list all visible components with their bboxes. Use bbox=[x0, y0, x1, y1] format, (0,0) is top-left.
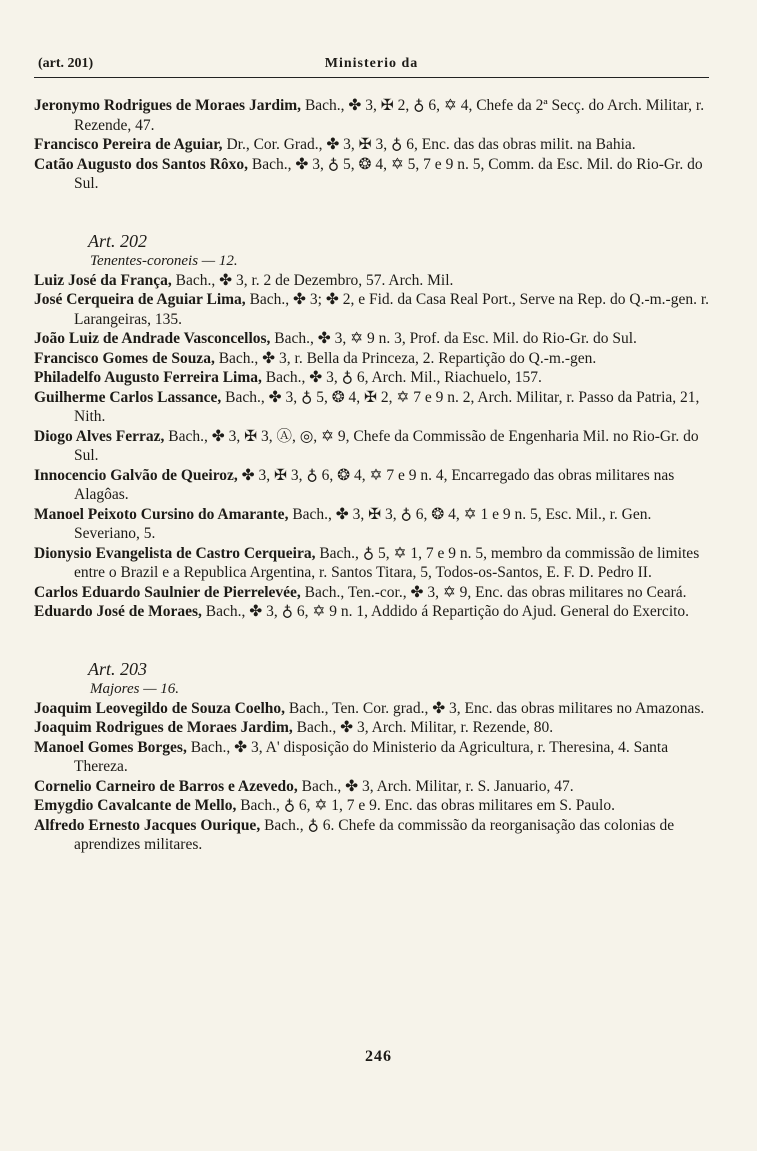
entry-details: Bach., ✤ 3, ♁ 6, Arch. Mil., Riachuelo, 157. bbox=[261, 369, 542, 386]
list-item bbox=[34, 466, 711, 505]
person-name: Diogo Alves Ferraz, bbox=[34, 427, 165, 445]
entry-details: Bach., Ten. Cor. grad., ✤ 3, Enc. das obras militares no Amazonas. bbox=[285, 699, 705, 717]
entry-details: Bach., ✤ 3; ✤ 2, e Fid. da Casa Real Port., Serve na Rep. do Q.-m.-gen. r. Larangeiras, 135. bbox=[74, 291, 710, 328]
list-item bbox=[34, 816, 711, 855]
list-item bbox=[34, 329, 711, 349]
person-name: Emygdio Cavalcante de Mello, bbox=[34, 797, 237, 814]
header-title: Ministerio da bbox=[324, 56, 419, 71]
entry-details: Bach., ♁ 6, ✡ 1, 7 e 9. Enc. das obras militares em S. Paulo. bbox=[236, 797, 615, 814]
entry-details: Bach., ✤ 3, ♁ 5, ❂ 4, ✡ 5, 7 e 9 n. 5, Comm. da Esc. Mil. do Rio-Gr. do Sul. bbox=[74, 155, 703, 192]
list-item bbox=[34, 349, 711, 369]
person-name: Dionysio Evangelista de Castro Cerqueira, bbox=[34, 544, 316, 562]
list-item bbox=[34, 583, 711, 603]
page-body bbox=[34, 96, 711, 855]
entry-details: Bach., ♁ 6. Chefe da commissão da reorganisação das colonias de aprendizes militares. bbox=[74, 816, 675, 853]
section-title: Art. 203 bbox=[88, 658, 148, 679]
art201-entries bbox=[34, 96, 711, 194]
entry-details: Bach., ✤ 3, ♁ 5, ❂ 4, ✠ 2, ✡ 7 e 9 n. 2, Arch. Militar, r. Passo da Patria, 21, Nith. bbox=[74, 388, 700, 425]
person-name: João Luiz de Andrade Vasconcellos, bbox=[34, 330, 271, 347]
person-name: Joaquim Rodrigues de Moraes Jardim, bbox=[34, 719, 293, 736]
section-title: Art. 202 bbox=[88, 230, 148, 251]
art202-section bbox=[34, 230, 711, 622]
person-name: Eduardo José de Moraes, bbox=[34, 603, 202, 620]
person-name: Innocencio Galvão de Queiroz, bbox=[34, 466, 238, 484]
list-item bbox=[34, 135, 711, 155]
person-name: Cornelio Carneiro de Barros e Azevedo, bbox=[34, 777, 298, 795]
list-item bbox=[34, 427, 711, 466]
list-item bbox=[34, 796, 711, 816]
entry-details: Bach., ✤ 3, ✠ 3, Ⓐ, ◎, ✡ 9, Chefe da Commissão de Engenharia Mil. no Rio-Gr. do Sul. bbox=[74, 427, 699, 464]
person-name: Catão Augusto dos Santos Rôxo, bbox=[34, 155, 249, 173]
person-name: Carlos Eduardo Saulnier de Pierrelevée, bbox=[34, 583, 301, 601]
list-item bbox=[34, 718, 711, 738]
entry-details: Bach., Ten.-cor., ✤ 3, ✡ 9, Enc. das obras militares no Ceará. bbox=[300, 583, 687, 601]
entry-details: Bach., ✤ 3, Arch. Militar, r. S. Januario, 47. bbox=[297, 777, 574, 795]
page-number: 246 bbox=[365, 1048, 392, 1065]
list-item bbox=[34, 290, 711, 329]
list-item bbox=[34, 368, 711, 388]
person-name: Joaquim Leovegildo de Souza Coelho, bbox=[34, 699, 286, 717]
entry-details: Bach., ✤ 3, ♁ 6, ✡ 9 n. 1, Addido á Repartição do Ajud. General do Exercito. bbox=[201, 603, 690, 620]
person-name: Alfredo Ernesto Jacques Ourique, bbox=[34, 816, 261, 834]
list-item bbox=[34, 271, 711, 291]
person-name: José Cerqueira de Aguiar Lima, bbox=[34, 291, 246, 308]
entry-details: Bach., ✤ 3, ✠ 2, ♁ 6, ✡ 4, Chefe da 2ª Secç. do Arch. Militar, r. Rezende, 47. bbox=[74, 97, 705, 134]
list-item bbox=[34, 602, 711, 622]
header-article-ref: (art. 201) bbox=[38, 56, 94, 71]
person-name: Francisco Pereira de Aguiar, bbox=[34, 136, 223, 153]
list-item bbox=[34, 96, 711, 135]
entry-details: Bach., ✤ 3, r. Bella da Princeza, 2. Repartição do Q.-m.-gen. bbox=[214, 349, 597, 367]
section-subtitle: Tenentes-coroneis — 12. bbox=[90, 252, 238, 269]
list-item bbox=[34, 505, 711, 544]
entry-details: Bach., ✤ 3, Arch. Militar, r. Rezende, 80. bbox=[292, 719, 554, 736]
art203-section bbox=[34, 658, 711, 855]
person-name: Manoel Gomes Borges, bbox=[34, 738, 187, 756]
list-item bbox=[34, 388, 711, 427]
entry-details: Bach., ✤ 3, A' disposição do Ministerio da Agricultura, r. Theresina, 4. Santa Thereza. bbox=[74, 738, 669, 775]
list-item bbox=[34, 699, 711, 719]
list-item bbox=[34, 738, 711, 777]
entry-details: Dr., Cor. Grad., ✤ 3, ✠ 3, ♁ 6, Enc. das das obras milit. na Bahia. bbox=[222, 136, 636, 153]
entry-details: ✤ 3, ✠ 3, ♁ 6, ❂ 4, ✡ 7 e 9 n. 4, Encarregado das obras militares nas Alagôas. bbox=[74, 466, 675, 503]
person-name: Jeronymo Rodrigues de Moraes Jardim, bbox=[34, 97, 302, 114]
entry-details: Bach., ✤ 3, ✠ 3, ♁ 6, ❂ 4, ✡ 1 e 9 n. 5, Esc. Mil., r. Gen. Severiano, 5. bbox=[74, 505, 652, 542]
person-name: Luiz José da França, bbox=[34, 271, 172, 289]
list-item bbox=[34, 544, 711, 583]
page-header bbox=[34, 56, 709, 78]
person-name: Guilherme Carlos Lassance, bbox=[34, 388, 222, 406]
header-rule bbox=[34, 77, 709, 78]
person-name: Francisco Gomes de Souza, bbox=[34, 349, 215, 367]
list-item bbox=[34, 155, 711, 194]
person-name: Philadelfo Augusto Ferreira Lima, bbox=[34, 369, 262, 386]
person-name: Manoel Peixoto Cursino do Amarante, bbox=[34, 505, 289, 523]
entry-details: Bach., ✤ 3, ✡ 9 n. 3, Prof. da Esc. Mil. do Rio-Gr. do Sul. bbox=[270, 330, 637, 347]
entry-details: Bach., ✤ 3, r. 2 de Dezembro, 57. Arch. Mil. bbox=[171, 271, 454, 289]
section-subtitle: Majores — 16. bbox=[90, 680, 180, 697]
list-item bbox=[34, 777, 711, 797]
entry-details: Bach., ♁ 5, ✡ 1, 7 e 9 n. 5, membro da commissão de limites entre o Brazil e a Republica Argentina, r. Santos Titara, 5, Todos-os-Santos, E. F. D. Pedro II. bbox=[74, 544, 700, 581]
